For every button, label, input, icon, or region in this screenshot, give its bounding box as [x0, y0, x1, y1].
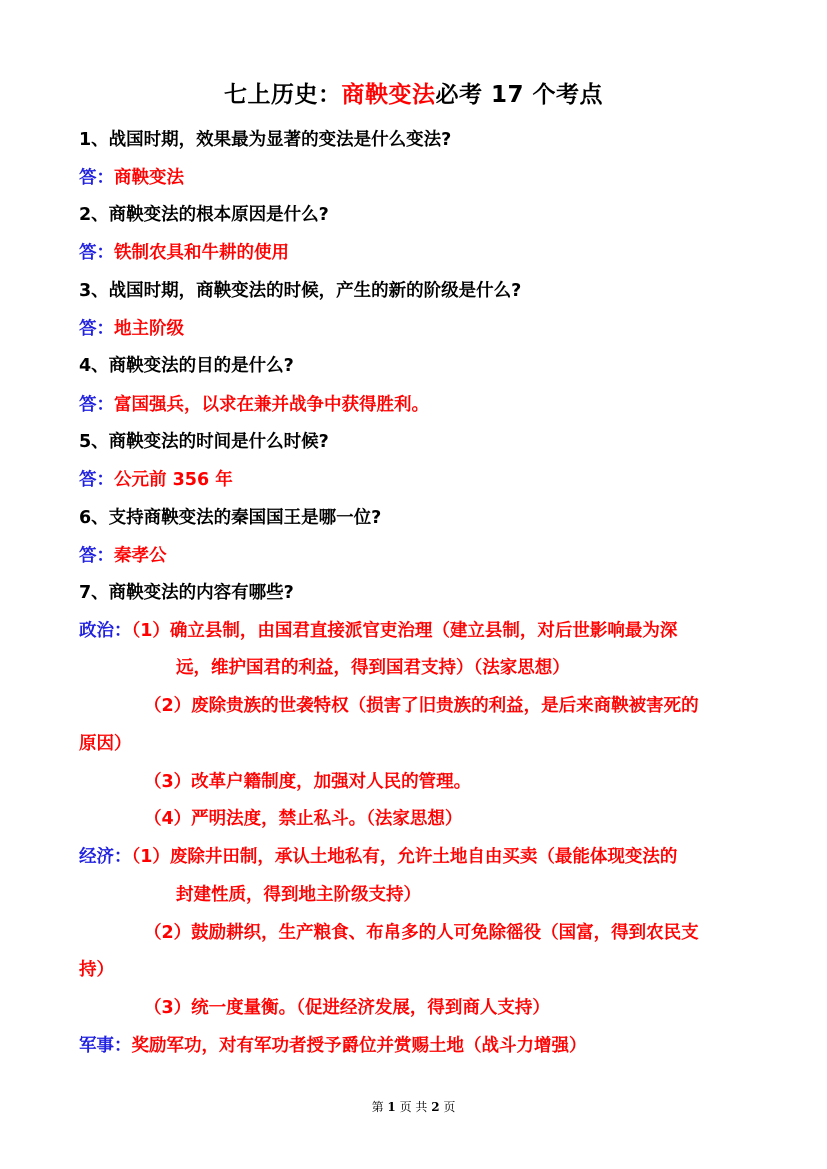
answer-4: [79, 393, 759, 417]
economy-item-1-line-2: 封建性质，得到地主阶级支持）: [176, 885, 421, 905]
politics-item-3: （3）改革户籍制度，加强对人民的管理。: [144, 772, 472, 792]
title-suffix: 必考 17 个考点: [435, 82, 604, 108]
answer-label: 答：: [79, 395, 114, 415]
politics-item-2-line-1: （2）废除贵族的世袭特权（损害了旧贵族的利益，是后来商鞅被害死的: [144, 696, 699, 716]
question-7: 7、商鞅变法的内容有哪些?: [79, 583, 294, 603]
footer-mid: 页 共: [395, 1100, 432, 1114]
footer-post: 页: [439, 1100, 456, 1114]
answer-label: 答：: [79, 546, 114, 566]
question-6: 6、支持商鞅变法的秦国国王是哪一位?: [79, 508, 382, 528]
page-footer: [0, 1098, 827, 1115]
politics-item-4: （4）严明法度，禁止私斗。（法家思想）: [144, 809, 463, 829]
answer-text: 地主阶级: [114, 319, 184, 339]
economy-item-3: （3）统一度量衡。（促进经济发展，得到商人支持）: [144, 998, 550, 1018]
economy-label: 经济：: [79, 847, 132, 867]
answer-label: 答：: [79, 168, 114, 188]
answer-3: [79, 317, 759, 341]
politics-item-1-line-2: 远，维护国君的利益，得到国君支持）（法家思想）: [176, 658, 570, 678]
answer-text: 秦孝公: [114, 546, 167, 566]
answer-label: 答：: [79, 470, 114, 490]
military-label: 军事：: [79, 1036, 132, 1056]
politics-item-1-line-1: （1）确立县制，由国君直接派官吏治理（建立县制，对后世影响最为深: [131, 621, 678, 641]
answer-1: [79, 166, 759, 190]
economy-item-2-line-1: （2）鼓励耕织，生产粮食、布帛多的人可免除徭役（国富，得到农民支: [144, 923, 699, 943]
military-item: [79, 1034, 759, 1058]
economy-item-1: [79, 845, 759, 869]
answer-text: 铁制农具和牛耕的使用: [114, 243, 289, 263]
question-3: 3、战国时期，商鞅变法的时候，产生的新的阶级是什么?: [79, 281, 522, 301]
title-highlight: 商鞅变法: [341, 82, 436, 108]
military-text: 奖励军功，对有军功者授予爵位并赏赐土地（战斗力增强）: [131, 1036, 587, 1056]
question-5: 5、商鞅变法的时间是什么时候?: [79, 432, 329, 452]
footer-total-pages: 2: [431, 1100, 440, 1114]
answer-label: 答：: [79, 319, 114, 339]
question-2: 2、商鞅变法的根本原因是什么?: [79, 205, 329, 225]
politics-label: 政治：: [79, 621, 132, 641]
answer-6: [79, 544, 759, 568]
politics-item-1: [79, 619, 759, 643]
page-title: [0, 78, 827, 112]
footer-pre: 第: [371, 1100, 388, 1114]
answer-text: 富国强兵，以求在兼并战争中获得胜利。: [114, 395, 429, 415]
economy-item-2-line-2: 持）: [79, 960, 114, 980]
answer-2: [79, 241, 759, 265]
title-prefix: 七上历史：: [223, 82, 342, 108]
footer-page-number: 1: [387, 1100, 396, 1114]
politics-item-2-line-2: 原因）: [79, 734, 132, 754]
answer-label: 答：: [79, 243, 114, 263]
question-1: 1、战国时期，效果最为显著的变法是什么变法?: [79, 130, 452, 150]
economy-item-1-line-1: （1）废除井田制，承认土地私有，允许土地自由买卖（最能体现变法的: [131, 847, 678, 867]
answer-text: 公元前 356 年: [114, 470, 233, 490]
answer-text: 商鞅变法: [114, 168, 184, 188]
question-4: 4、商鞅变法的目的是什么?: [79, 356, 294, 376]
answer-5: [79, 468, 759, 492]
